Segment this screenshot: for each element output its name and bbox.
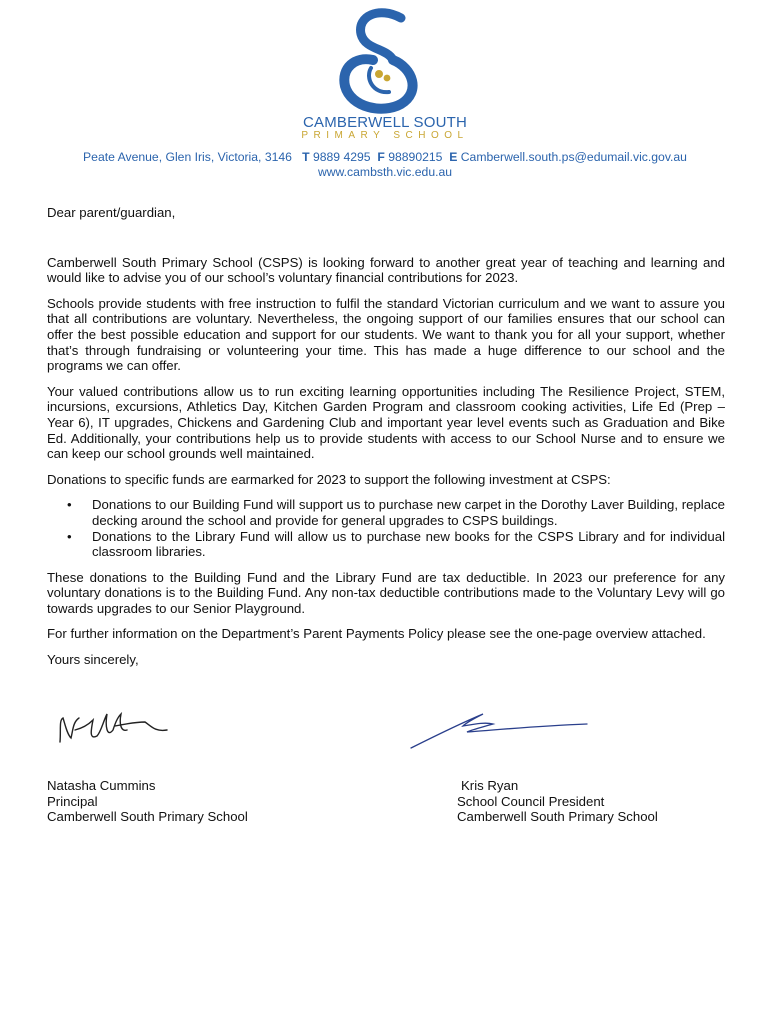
website-link[interactable]: www.cambsth.vic.edu.au [317, 164, 453, 179]
signatory-left [47, 778, 248, 825]
paragraph: These donations to the Building Fund and the Library Fund are tax deductible. In 2023 our preference for any voluntary donations is to the Building Fund. Any non-tax deductible contributions made to the Voluntary Levy will go towards upgrades to our Senior Playground. [47, 569, 725, 616]
president-signature [405, 702, 595, 759]
school-name: CAMBERWELL SOUTH [302, 114, 468, 131]
paragraph: Donations to specific funds are earmarked for 2023 to support the following investment at CSPS: [47, 471, 611, 487]
signatory-org: Camberwell South Primary School [47, 809, 248, 825]
fax-label: F [377, 150, 385, 164]
paragraph: Your valued contributions allow us to run exciting learning opportunities including The Resilience Project, STEM, incursions, excursions, Athletics Day, Kitchen Garden Program and classroom cooking activities, Life Ed (Prep – Year 6), IT upgrades, Chickens and Gardening Club and important year level events such as Graduation and Bike Ed. Additionally, your contributions help us to provide students with access to our School Nurse and to ensure we can keep our school grounds well maintained. [47, 383, 725, 462]
school-logo-s-icon [335, 8, 435, 114]
letter-body [47, 205, 725, 678]
email-address[interactable]: Camberwell.south.ps@edumail.vic.gov.au [460, 150, 687, 164]
paragraph: Schools provide students with free instruction to fulfil the standard Victorian curriculum and we want to assure you that all contributions are voluntary. Nevertheless, the ongoing support of our families ensures that our school can offer the best possible education and support for our students. We want to thank you for all your support, whether that’s through fundraising or volunteering your time. This has made a huge difference to our school and the programs we can offer. [47, 295, 725, 374]
email-label: E [449, 150, 458, 164]
salutation: Dear parent/guardian, [47, 205, 176, 220]
signatory-role: Principal [47, 793, 98, 809]
signatory-org: Camberwell South Primary School [457, 809, 658, 825]
phone-label: T [302, 150, 310, 164]
closing: Yours sincerely, [47, 652, 139, 668]
phone-number: 9889 4295 [312, 150, 371, 164]
list-item: • Donations to the Library Fund will allow us to purchase new books for the CSPS Library and for individual classroom libraries. [47, 529, 725, 560]
fax-number: 98890215 [388, 150, 443, 164]
signatory-name: Natasha Cummins [47, 778, 156, 793]
paragraph: For further information on the Department’s Parent Payments Policy please see the one-page overview attached. [47, 626, 706, 642]
signatory-role: School Council President [457, 793, 605, 809]
fund-list [47, 497, 725, 559]
school-subtitle: PRIMARY SCHOOL [301, 130, 469, 141]
list-item: • Donations to our Building Fund will support us to purchase new carpet in the Dorothy Laver Building, replace decking around the school and provide for general upgrades to CSPS buildings. [47, 497, 725, 528]
principal-signature [55, 700, 175, 755]
paragraph: Camberwell South Primary School (CSPS) is looking forward to another great year of teaching and learning and would like to advise you of our school’s voluntary financial contributions for 2023. [47, 254, 725, 286]
contact-line [0, 150, 770, 165]
contact-block [0, 150, 770, 179]
signatory-name: Kris Ryan [461, 778, 519, 793]
street-address: Peate Avenue, Glen Iris, Victoria, 3146 [83, 150, 292, 164]
school-logo [0, 8, 770, 114]
signatory-right [457, 778, 658, 825]
